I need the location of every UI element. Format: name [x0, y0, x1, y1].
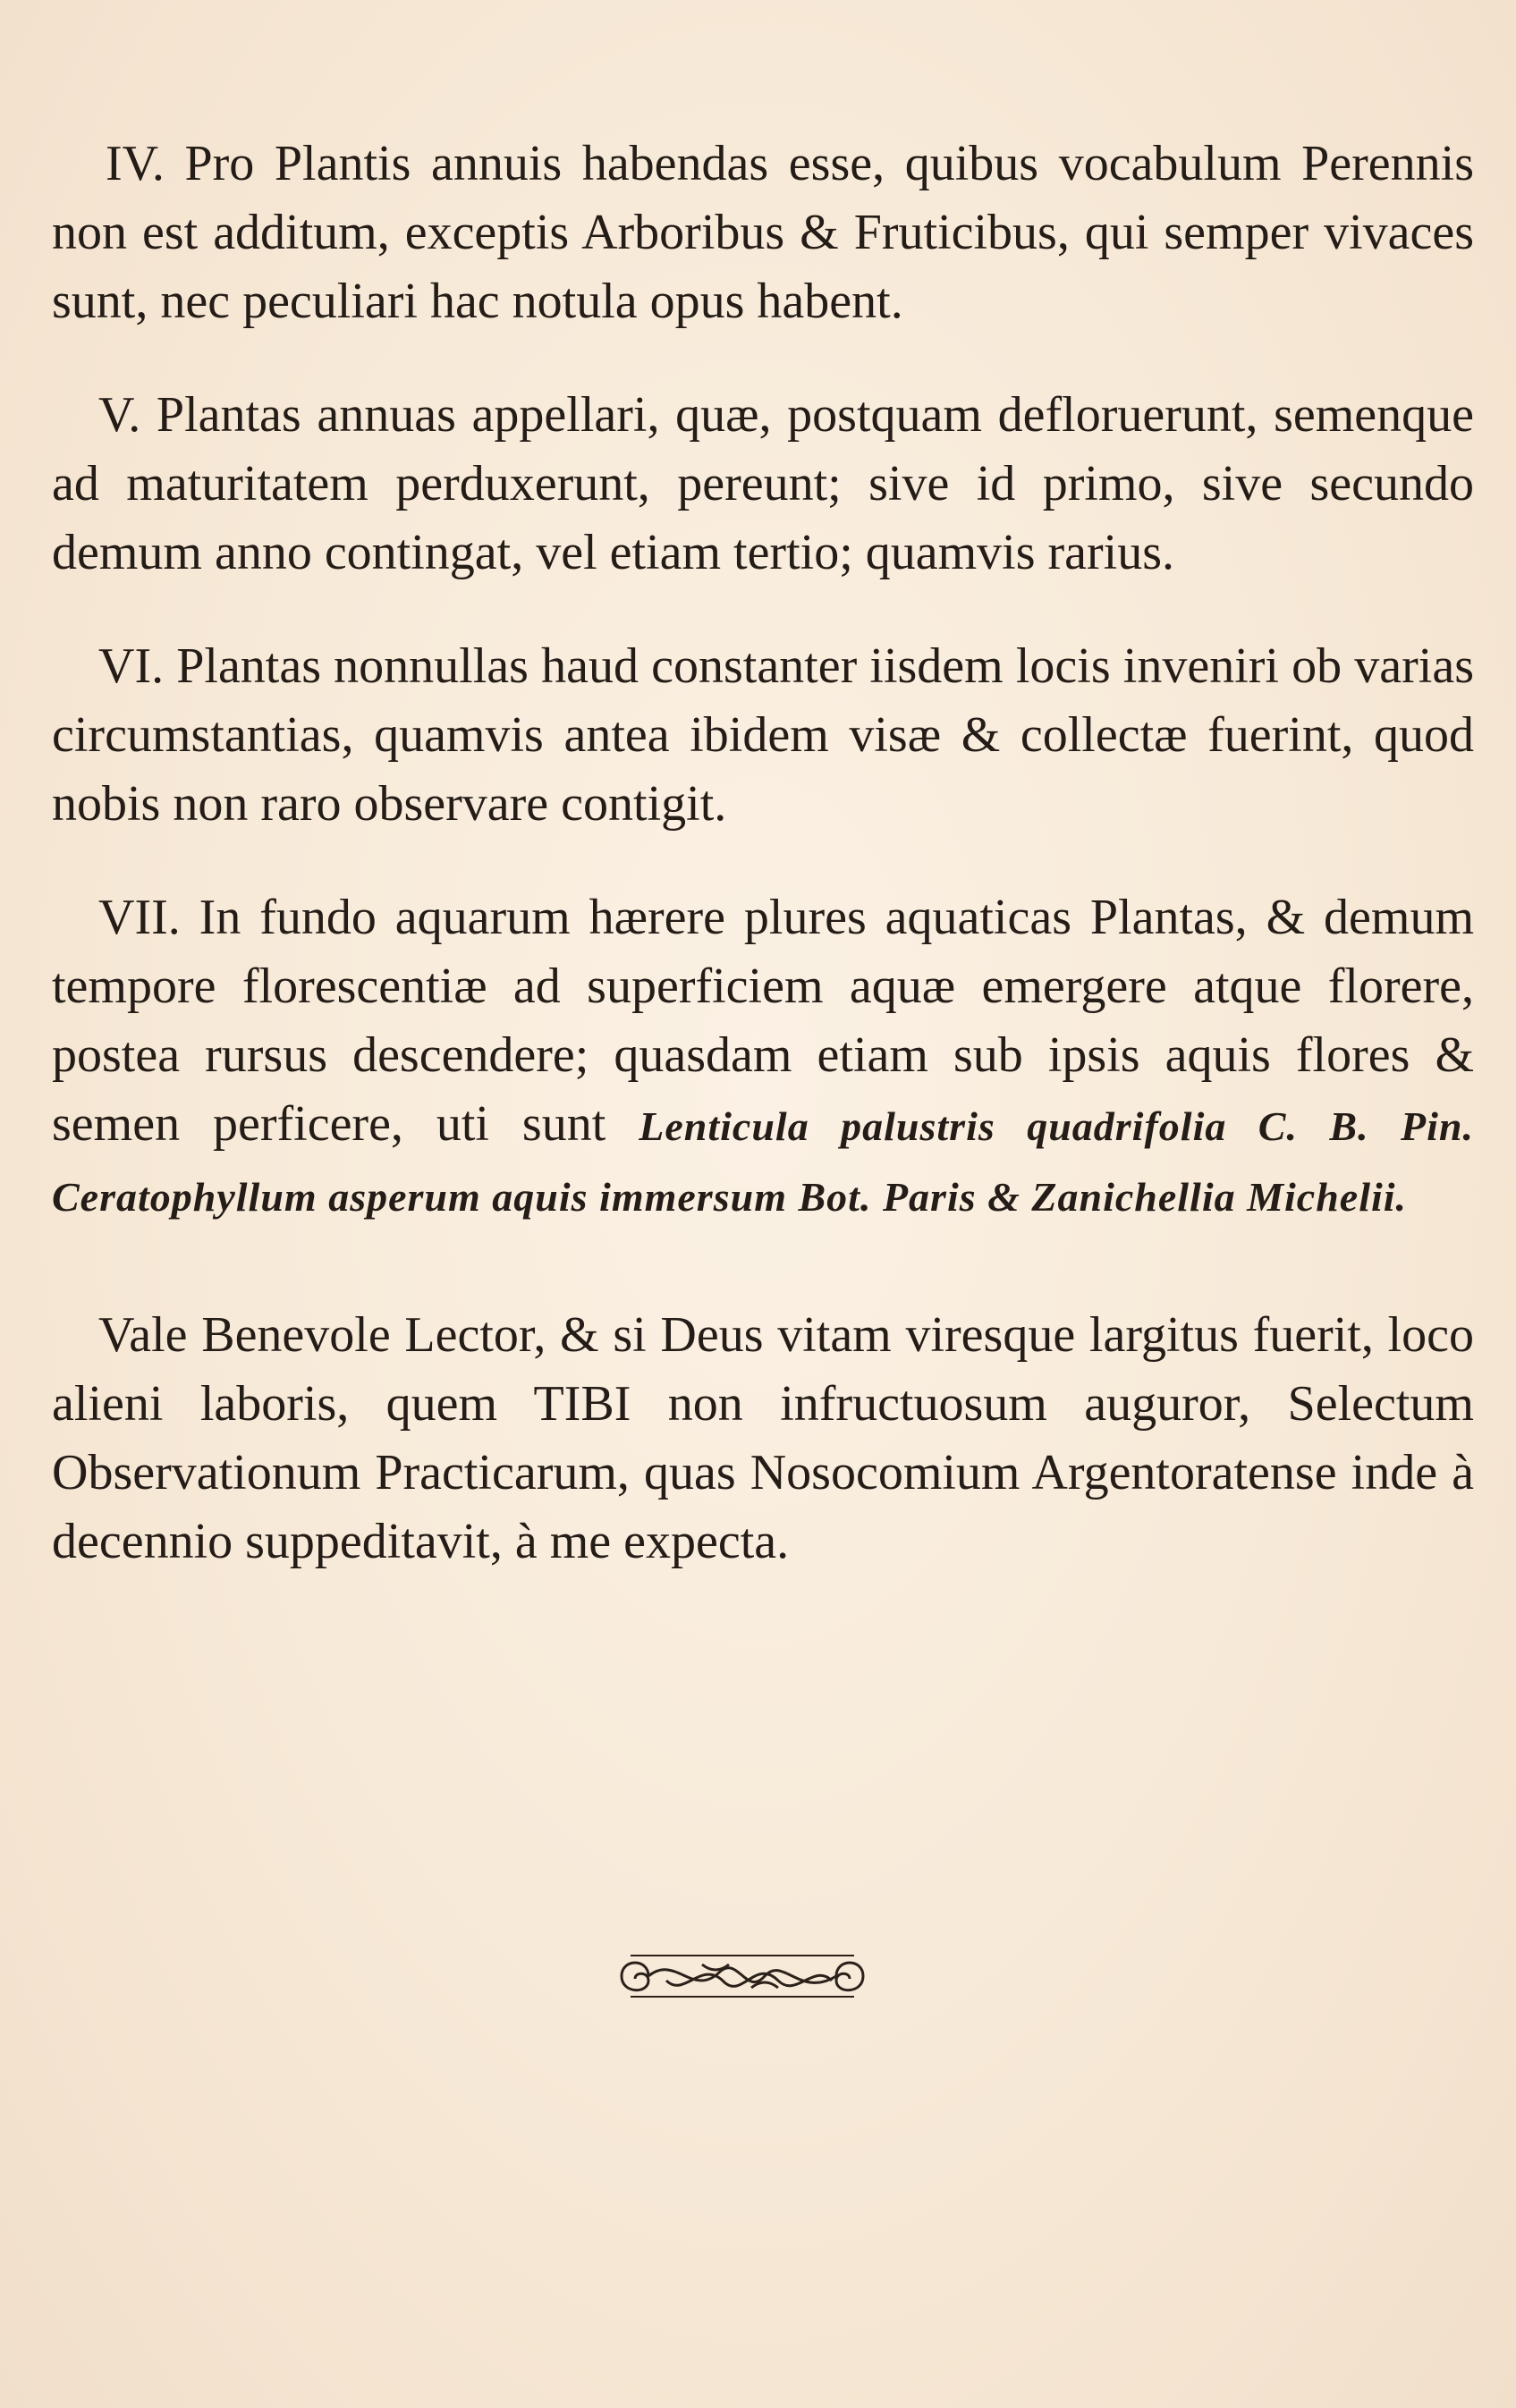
paragraph-vii [52, 883, 1474, 1231]
closing-paragraph [52, 1301, 1474, 1576]
closing-text: Vale Benevole Lector, & si Deus vitam viresque largitus fuerit, loco alieni laboris, quem TIBI non infructuosum auguror, Selectum Observationum Practicarum, quas Nosocomium Argentoratense inde à decennio suppeditavit, à me expecta. [52, 1307, 1474, 1569]
paragraph-text: Plantas annuas appellari, quæ, postquam defloruerunt, semenque ad maturitatem perduxerunt, pereunt; sive id primo, sive secundo demum anno contingat, vel etiam tertio; quamvis rarius. [52, 387, 1475, 580]
paragraph-text: Plantas nonnullas haud constanter iisdem locis inveniri ob varias circumstantias, quamvis antea ibidem visæ & collectæ fuerint, quod nobis non raro observare contigit. [52, 638, 1474, 832]
paragraph-number: VII. [98, 890, 181, 945]
paragraph-text: Pro Plantis annuis habendas esse, quibus vocabulum Perennis non est additum, exceptis Arboribus & Fruticibus, qui semper vivaces sunt, nec peculiari hac notula opus habent. [52, 136, 1474, 329]
paragraph-vi [52, 632, 1474, 839]
paragraph-number: IV. [106, 136, 165, 191]
paragraph-iv [52, 130, 1474, 336]
scroll-ornament-icon [613, 1945, 872, 2007]
paragraph-number: V. [98, 387, 141, 443]
paragraph-number: VI. [98, 638, 165, 694]
paragraph-text: In fundo aquarum hærere plures aquaticas Plantas, & demum tempore florescentiæ ad superficiem aquæ emergere atque florere, postea rursus descendere; quasdam etiam sub ipsis aquis flores & semen perficere, uti sunt [52, 890, 1475, 1152]
paragraph-v [52, 381, 1474, 587]
paragraph-italic-names: Lenticula palustris quadrifolia C. B. Pin. Ceratophyllum asperum aquis immersum Bot. Paris & Zanichellia Michelii. [52, 1103, 1474, 1220]
text-block [52, 130, 1474, 1621]
